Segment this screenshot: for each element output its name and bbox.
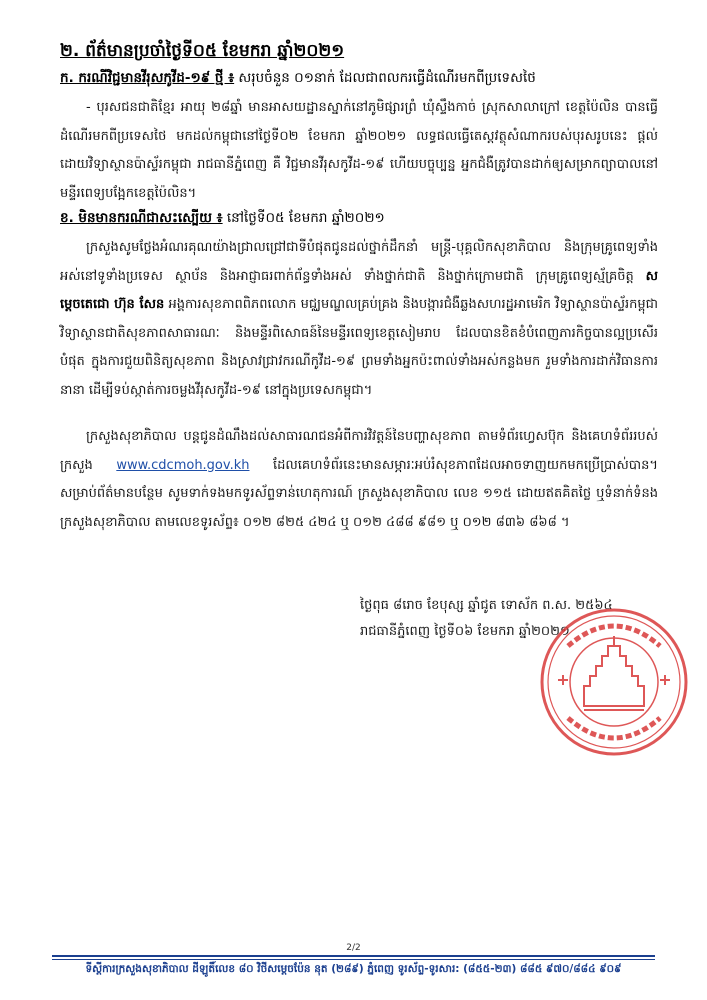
website-link[interactable]: www.cdcmoh.gov.kh (116, 457, 250, 473)
acknowledgement-paragraph (60, 234, 658, 405)
footer-address: ទីស្តីការក្រសួងសុខាភិបាល ដីឡូតិ៍លេខ ៨០ វិថីសម្តេចប៉ែន នុត (២៨៩) ភ្នំពេញ ទូរស័ព្ទ-ទូរសារ: (៨៥៥-២៣) ៨៨៥ ៩៧០/៨៨៤ ៩០៩ (85, 963, 622, 975)
section-a-text: - បុរសជនជាតិខ្មែរ អាយុ ២៨ឆ្នាំ មានអាសយដ្ឋានស្នាក់នៅភូមិផ្សារព្រំ ឃុំស្ទឹងកាច់ ស្រុកសាលាក្រៅ ខេត្តប៉ៃលិន បានធ្វើដំណើរមកពីប្រទេសថៃ មកដល់កម្ពុជានៅថ្ងៃទី០២ ខែមករា ឆ្នាំ២០២១ លទ្ធផលធ្វើតេស្តវត្ថុសំណាករបស់បុរសរូបនេះ ផ្តល់ដោយវិទ្យាស្ថានប៉ាស្ទ័រកម្ពុជា រាជធានីភ្នំពេញ គឺ វិជ្ជមានវីរុសកូវីដ-១៩ ហើយបច្ចុប្បន្ន អ្នកជំងឺត្រូវបានដាក់ឲ្យសម្រាកព្យាបាលនៅមន្ទីរពេទ្យបង្អែកខេត្តប៉ៃលិន។ (60, 100, 658, 201)
section-b-heading (60, 208, 660, 228)
solar-date: រាជធានីភ្នំពេញ ថ្ងៃទី០៦ ខែមករា ឆ្នាំ២០២១ (360, 624, 570, 639)
acknowledgement-bold-name: សម្តេចតេជោ ហ៊ុន សែន (60, 268, 658, 312)
lunar-date: ថ្ងៃពុធ ៨រោច ខែបុស្ស ឆ្នាំជូត ទោស័ក ព.ស. ២៥៦៤ (360, 598, 613, 613)
page-number: 2/2 (346, 943, 361, 953)
contact-text-1: ក្រសួងសុខាភិបាល បន្តជូនដំណឹងដល់សាធារណជនអំពីការវិវត្តន៍នៃបញ្ហាសុខភាព តាមទំព័រហ្វេសប៊ុក និងគេហទំព័ររបស់ក្រសួង (60, 429, 658, 473)
section-b-label: ខ. មិនមានករណីជាសះស្បើយ ៖ (60, 210, 223, 226)
section-b-summary: នៅថ្ងៃទី០៥ ខែមករា ឆ្នាំ២០២១ (222, 210, 385, 226)
contact-text-2: ដែលគេហទំព័រនេះមានសម្ភារៈអប់រំសុខភាពដែលអាចទាញយកមកប្រើប្រាស់បាន។ សម្រាប់ព័ត៌មានបន្ថែម សូមទាក់ទងមកទូរស័ព្ទទាន់ហេតុការណ៍ ក្រសួងសុខាភិបាល លេខ ១១៥ ដោយឥតគិតថ្លៃ ឬទំនាក់ទំនងក្រសួងសុខាភិបាល តាមលេខទូរស័ព្ទ៖ ០១២ ៨២៥ ៤២៤ ឬ ០១២ ៤៨៨ ៩៨១ ឬ ០១២ ៨៣៦ ៨៦៨ ។ (60, 457, 658, 530)
official-stamp (538, 606, 690, 758)
section-a-heading (60, 68, 660, 88)
acknowledgement-text-2: អង្គការសុខភាពពិភពលោក មជ្ឈមណ្ឌលគ្រប់គ្រង និងបង្ការជំងឺឆ្លងសហរដ្ឋអាមេរិក វិទ្យាស្ថានប៉ាស្ទ័រកម្ពុជា វិទ្យាស្ថានជាតិសុខភាពសាធារណៈ និងមន្ទីរពិសោធន៍នៃមន្ទីរពេទ្យខេត្តសៀមរាប ដែលបានខិតខំបំពេញភារកិច្ចបានល្អប្រសើរបំផុត ក្នុងការជួយពិនិត្យសុខភាព និងស្រាវជ្រាវករណីកូវីដ-១៩ ព្រមទាំងអ្នកប៉ះពាល់ទាំងអស់កន្លងមក រួមទាំងការដាក់វិធានការនានា ដើម្បីទប់ស្កាត់ការចម្លងវីរុសកូវីដ-១៩ នៅក្នុងប្រទេសកម្ពុជា។ (60, 297, 658, 398)
footer-divider-thin (52, 959, 655, 960)
section-a-body (60, 94, 658, 208)
section-a-summary: សរុបចំនួន ០១នាក់ ដែលជាពលករធ្វើដំណើរមកពីប្រទេសថៃ (234, 70, 536, 86)
acknowledgement-text-1: ក្រសួងសូមថ្លែងអំណរគុណយ៉ាងជ្រាលជ្រៅជាទីបំផុតជូនដល់ថ្នាក់ដឹកនាំ មន្ត្រី-បុគ្គលិកសុខាភិបាល និងក្រុមគ្រូពេទ្យទាំងអស់នៅទូទាំងប្រទេស ស្ថាប័ន និងអាជ្ញាធរពាក់ព័ន្ធទាំងអស់ ទាំងថ្នាក់ជាតិ និងថ្នាក់ក្រោមជាតិ ក្រុមគ្រូពេទ្យស្ម័គ្រចិត្ត (60, 240, 658, 284)
footer-divider (52, 955, 655, 957)
document-title: ២. ព័ត៌មានប្រចាំថ្ងៃទី០៥ ខែមករា ឆ្នាំ២០២១ (60, 41, 345, 61)
contact-paragraph (60, 423, 658, 537)
section-a-label: ក. ករណីវិជ្ជមានវីរុសកូវីដ-១៩ ថ្មី ៖ (60, 70, 235, 86)
